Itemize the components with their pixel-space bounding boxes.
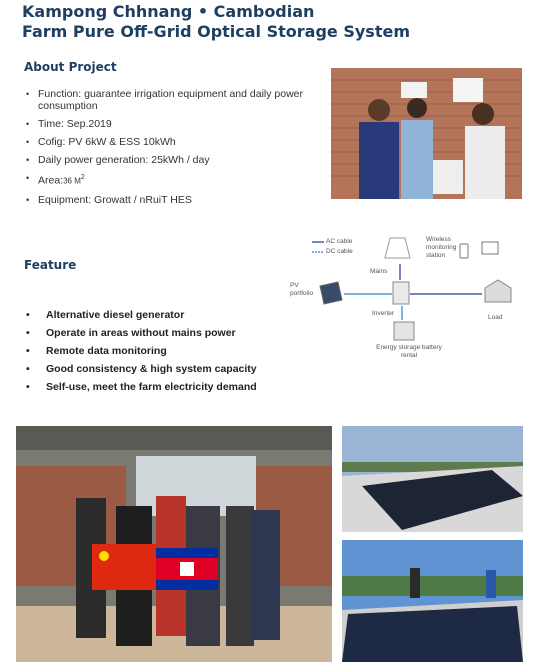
legend-ac-cable: AC cable: [326, 238, 353, 245]
about-item-time: • Time: Sep.2019: [26, 118, 112, 130]
feature-heading: Feature: [24, 258, 77, 272]
system-diagram: [290, 228, 520, 368]
feature-item: • Remote data monitoring: [26, 345, 167, 357]
about-item-function: • Function: guarantee irrigation equipment and daily power consumption: [26, 88, 303, 112]
about-list: [26, 88, 326, 212]
label-wireless: Wireless monitoring station: [426, 236, 457, 259]
feature-item: • Good consistency & high system capacity: [26, 363, 257, 375]
label-inverter: Inverter: [372, 310, 395, 317]
photo-group-flags: [16, 426, 332, 662]
label-ess: Energy storage battery rental: [376, 344, 442, 359]
feature-item: • Self-use, meet the farm electricity demand: [26, 381, 257, 393]
about-item-daily-power: • Daily power generation: 25kWh / day: [26, 154, 210, 166]
about-heading: About Project: [24, 60, 117, 74]
photo-team-wall: [331, 68, 522, 199]
legend-dc-cable: DC cable: [326, 248, 353, 255]
page-title: [22, 2, 410, 42]
feature-list: [26, 306, 326, 396]
feature-item: • Operate in areas without mains power: [26, 327, 236, 339]
title-line-1: Kampong Chhnang • Cambodian: [22, 2, 315, 21]
about-item-config: • Cofig: PV 6kW & ESS 10kWh: [26, 136, 176, 148]
about-item-area: • Area:36 $M^2$: [26, 173, 85, 187]
label-pv: PV portfolio: [290, 282, 314, 297]
photo-workers-panels: [342, 540, 523, 662]
photo-roof-panels: [342, 426, 523, 532]
label-load: Load: [488, 314, 503, 321]
feature-item: • Alternative diesel generator: [26, 309, 185, 321]
about-item-equipment: • Equipment: Growatt / nRuiT HES: [26, 193, 192, 206]
title-line-2: Farm Pure Off-Grid Optical Storage System: [22, 22, 410, 41]
label-mains: Mains: [370, 268, 388, 275]
